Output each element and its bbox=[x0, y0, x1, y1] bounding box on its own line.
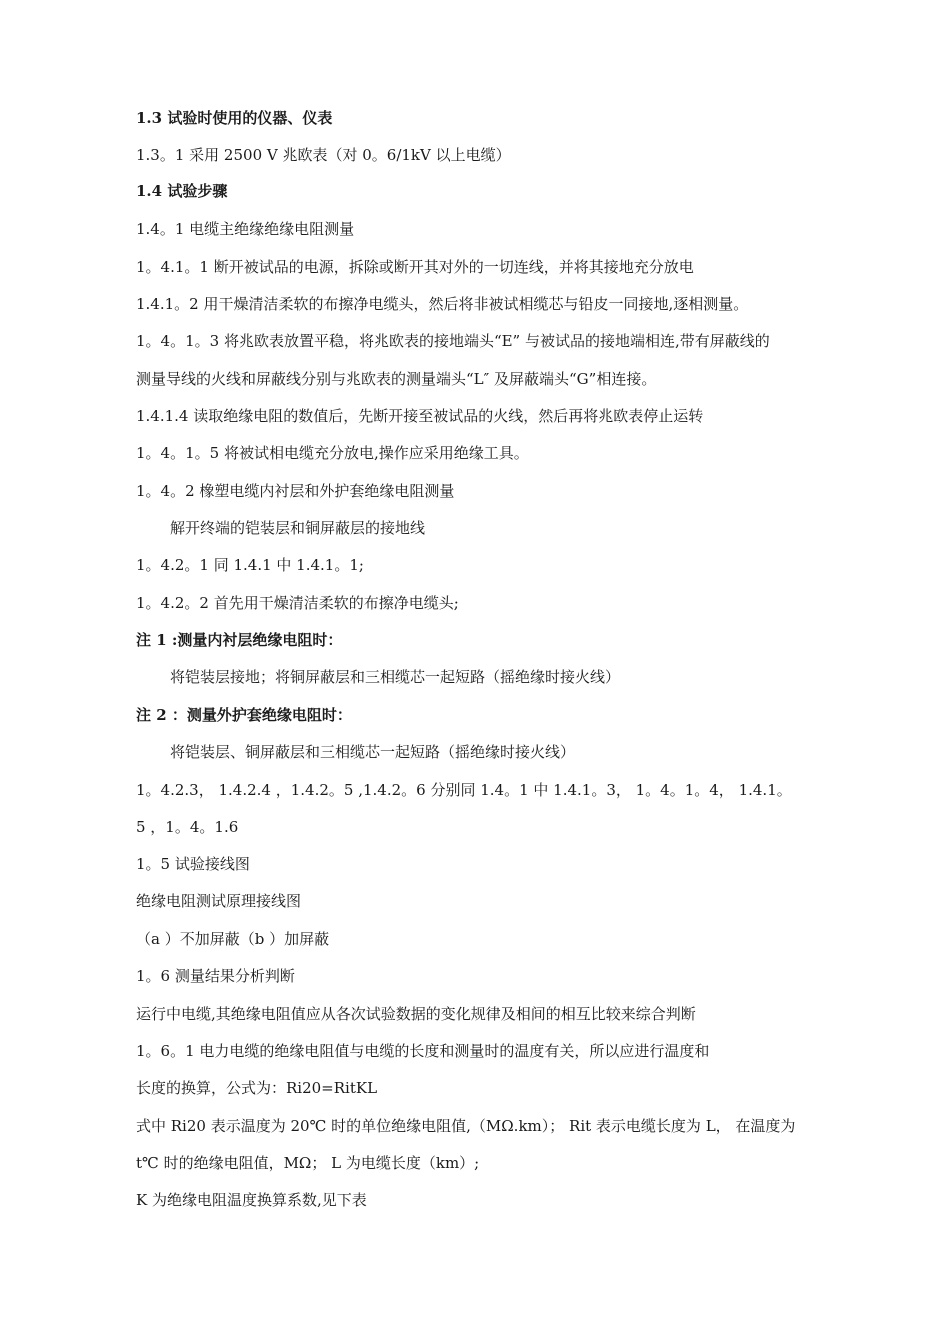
paragraph: 1。6。1 电力电缆的绝缘电阻值与电缆的长度和测量时的温度有关，所以应进行温度和 bbox=[136, 1042, 710, 1060]
paragraph: 1。4.1。1 断开被试品的电源，拆除或断开其对外的一切连线，并将其接地充分放电 bbox=[136, 258, 694, 276]
section-heading-1-4: 1.4 试验步骤 bbox=[136, 182, 228, 200]
note-2-heading: 注 2 ：测量外护套绝缘电阻时： bbox=[136, 706, 352, 724]
section-heading-1-3: 1.3 试验时使用的仪器、仪表 bbox=[136, 109, 333, 127]
paragraph: 将铠装层接地；将铜屏蔽层和三相缆芯一起短路（摇绝缘时接火线） bbox=[170, 668, 621, 686]
paragraph: 5 ，1。4。1.6 bbox=[136, 818, 239, 836]
paragraph: 1。6 测量结果分析判断 bbox=[136, 967, 295, 985]
paragraph: 1.3。1 采用 2500 V 兆欧表（对 0。6/1kV 以上电缆） bbox=[136, 146, 511, 164]
paragraph: 绝缘电阻测试原理接线图 bbox=[136, 892, 302, 910]
paragraph: 1。4.2。2 首先用干燥清洁柔软的布擦净电缆头; bbox=[136, 594, 459, 612]
formula-line: 长度的换算，公式为：Ri20=RitKL bbox=[136, 1079, 378, 1097]
paragraph: 1。4.2.3， 1.4.2.4 ，1.4.2。5 ,1.4.2。6 分别同 1.4。1 中 1.4.1。3， 1。4。1。4， 1.4.1。 bbox=[136, 781, 792, 799]
paragraph: 式中 Ri20 表示温度为 20℃ 时的单位绝缘电阻值,（MΩ.km）； Rit 表示电缆长度为 L， 在温度为 bbox=[136, 1117, 796, 1135]
paragraph: 1。4。1。5 将被试相电缆充分放电,操作应采用绝缘工具。 bbox=[136, 444, 529, 462]
paragraph: 解开终端的铠装层和铜屏蔽层的接地线 bbox=[170, 519, 426, 537]
paragraph: t℃ 时的绝缘电阻值，MΩ； L 为电缆长度（km）; bbox=[136, 1154, 480, 1172]
paragraph: 1.4.1.4 读取绝缘电阻的数值后，先断开接至被试品的火线，然后再将兆欧表停止运转 bbox=[136, 407, 704, 425]
paragraph: 1.4。1 电缆主绝缘绝缘电阻测量 bbox=[136, 220, 355, 238]
paragraph: 1。5 试验接线图 bbox=[136, 855, 250, 873]
paragraph: 1。4.2。1 同 1.4.1 中 1.4.1。1; bbox=[136, 556, 364, 574]
paragraph: 测量导线的火线和屏蔽线分别与兆欧表的测量端头“L″ 及屏蔽端头“G”相连接。 bbox=[136, 370, 657, 388]
paragraph: K 为绝缘电阻温度换算系数,见下表 bbox=[136, 1191, 367, 1209]
paragraph: （a ）不加屏蔽（b ）加屏蔽 bbox=[136, 930, 330, 948]
paragraph: 1.4.1。2 用干燥清洁柔软的布擦净电缆头，然后将非被试相缆芯与铅皮一同接地,逐相测量。 bbox=[136, 295, 749, 313]
note-1-heading: 注 1 :测量内衬层绝缘电阻时： bbox=[136, 631, 343, 649]
paragraph: 将铠装层、铜屏蔽层和三相缆芯一起短路（摇绝缘时接火线） bbox=[170, 743, 576, 761]
paragraph: 1。4。1。3 将兆欧表放置平稳，将兆欧表的接地端头“E” 与被试品的接地端相连,带有屏蔽线的 bbox=[136, 332, 770, 350]
paragraph: 运行中电缆,其绝缘电阻值应从各次试验数据的变化规律及相间的相互比较来综合判断 bbox=[136, 1005, 696, 1023]
paragraph: 1。4。2 橡塑电缆内衬层和外护套绝缘电阻测量 bbox=[136, 482, 455, 500]
